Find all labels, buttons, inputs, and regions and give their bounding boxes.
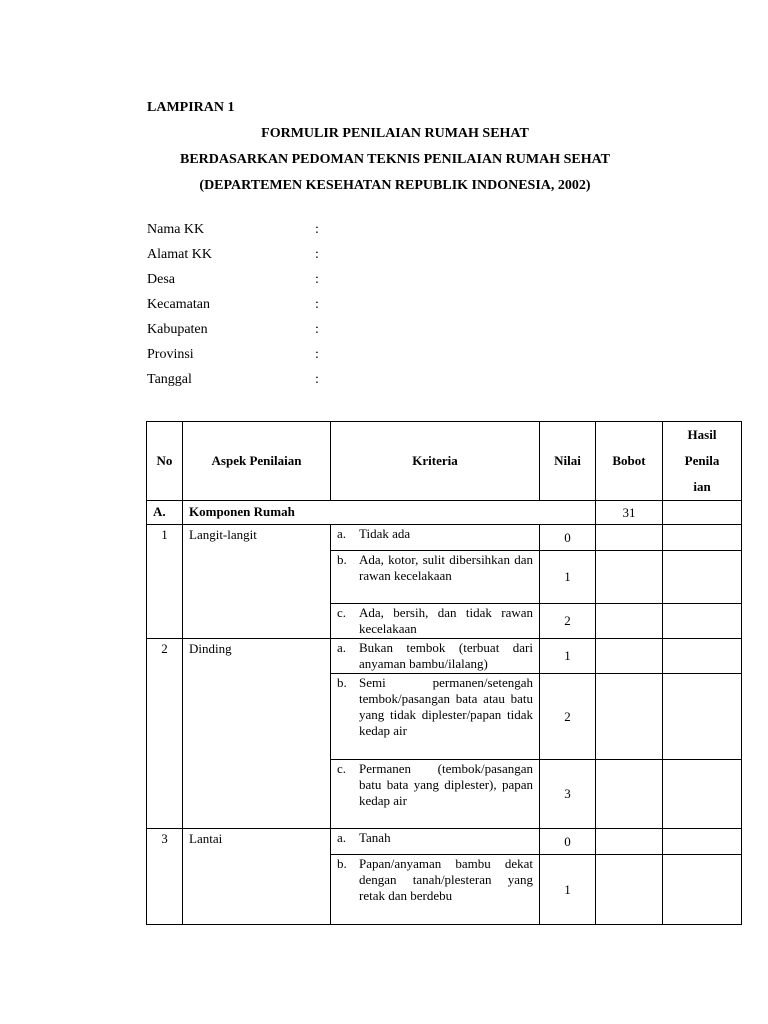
criteria-text: Bukan tembok (terbuat dari anyaman bambu/ilalang) — [359, 640, 533, 671]
hasil-cell — [663, 525, 742, 551]
bobot-cell — [596, 855, 663, 925]
item-no: 1 — [147, 525, 183, 639]
header-hasil-line-1: Hasil — [687, 427, 717, 442]
criteria-letter: b. — [337, 552, 347, 567]
header-hasil-line-2: Penila — [684, 453, 720, 468]
criteria-letter: a. — [337, 830, 347, 845]
criteria-letter: c. — [337, 761, 347, 776]
criteria-letter: b. — [337, 675, 347, 690]
nilai-cell: 0 — [540, 525, 596, 551]
bobot-cell — [596, 604, 663, 639]
field-colon: : — [315, 322, 319, 337]
table-row — [147, 829, 742, 855]
field-colon: : — [315, 347, 319, 362]
criteria-text: Ada, bersih, dan tidak rawan kecelakaan — [359, 605, 533, 636]
form-title-line-3: (DEPARTEMEN KESEHATAN REPUBLIK INDONESIA, 2002) — [199, 178, 591, 193]
field-kecamatan — [147, 297, 447, 317]
assessment-table — [146, 421, 742, 925]
field-label: Kabupaten — [147, 322, 208, 337]
nilai-cell: 1 — [540, 551, 596, 604]
nilai-cell: 1 — [540, 855, 596, 925]
section-bobot: 31 — [596, 501, 663, 525]
criteria-letter: c. — [337, 605, 347, 620]
field-label: Alamat KK — [147, 247, 212, 262]
nilai-cell: 2 — [540, 604, 596, 639]
criteria-text: Tidak ada — [359, 526, 411, 541]
section-hasil-cell — [663, 501, 742, 525]
field-label: Tanggal — [147, 372, 192, 387]
item-no: 3 — [147, 829, 183, 925]
criteria-letter: a. — [337, 526, 347, 541]
header-kriteria: Kriteria — [331, 422, 540, 501]
header-hasil-penilaian — [663, 422, 742, 501]
criteria-text: Tanah — [359, 830, 391, 845]
criteria-cell — [331, 639, 540, 674]
criteria-cell — [331, 525, 540, 551]
field-colon: : — [315, 297, 319, 312]
criteria-text: Semi permanen/setengah tembok/pasangan bata atau batu yang tidak diplester/papan tidak kedap air — [359, 675, 533, 738]
hasil-cell — [663, 829, 742, 855]
header-no: No — [147, 422, 183, 501]
field-colon: : — [315, 272, 319, 287]
bobot-cell — [596, 760, 663, 829]
section-code: A. — [147, 501, 183, 525]
hasil-cell — [663, 639, 742, 674]
bobot-cell — [596, 829, 663, 855]
item-aspek: Langit-langit — [183, 525, 331, 639]
criteria-text: Papan/anyaman bambu dekat dengan tanah/plesteran yang retak dan berdebu — [359, 856, 533, 903]
field-provinsi — [147, 347, 447, 367]
criteria-letter: a. — [337, 640, 347, 655]
field-colon: : — [315, 372, 319, 387]
field-kabupaten — [147, 322, 447, 342]
field-label: Nama KK — [147, 222, 205, 237]
criteria-cell — [331, 604, 540, 639]
table-row — [147, 639, 742, 674]
field-label: Kecamatan — [147, 297, 210, 312]
header-bobot: Bobot — [596, 422, 663, 501]
field-tanggal — [147, 372, 447, 392]
bobot-cell — [596, 551, 663, 604]
nilai-cell: 1 — [540, 639, 596, 674]
lampiran-label: LAMPIRAN 1 — [147, 100, 235, 115]
bobot-cell — [596, 525, 663, 551]
field-nama-kk — [147, 222, 447, 242]
criteria-text: Permanen (tembok/pasangan batu bata yang diplester), papan kedap air — [359, 761, 533, 808]
criteria-cell — [331, 829, 540, 855]
field-alamat-kk — [147, 247, 447, 267]
table-header-row — [147, 422, 742, 501]
form-title-line-2: BERDASARKAN PEDOMAN TEKNIS PENILAIAN RUMAH SEHAT — [179, 152, 611, 167]
section-name: Komponen Rumah — [183, 501, 596, 525]
criteria-cell — [331, 674, 540, 760]
field-label: Desa — [147, 272, 175, 287]
section-row — [147, 501, 742, 525]
item-aspek: Dinding — [183, 639, 331, 829]
criteria-letter: b. — [337, 856, 347, 871]
item-aspek: Lantai — [183, 829, 331, 925]
criteria-cell — [331, 855, 540, 925]
header-hasil-line-3: ian — [693, 479, 711, 494]
hasil-cell — [663, 551, 742, 604]
bobot-cell — [596, 639, 663, 674]
field-label: Provinsi — [147, 347, 194, 362]
header-aspek-penilaian: Aspek Penilaian — [183, 422, 331, 501]
field-desa — [147, 272, 447, 292]
nilai-cell: 3 — [540, 760, 596, 829]
field-colon: : — [315, 247, 319, 262]
hasil-cell — [663, 855, 742, 925]
criteria-cell — [331, 551, 540, 604]
hasil-cell — [663, 760, 742, 829]
form-title-line-1: FORMULIR PENILAIAN RUMAH SEHAT — [261, 126, 529, 141]
hasil-cell — [663, 674, 742, 760]
criteria-text: Ada, kotor, sulit dibersihkan dan rawan kecelakaan — [359, 552, 533, 583]
item-no: 2 — [147, 639, 183, 829]
header-nilai: Nilai — [540, 422, 596, 501]
field-colon: : — [315, 222, 319, 237]
nilai-cell: 2 — [540, 674, 596, 760]
criteria-cell — [331, 760, 540, 829]
hasil-cell — [663, 604, 742, 639]
bobot-cell — [596, 674, 663, 760]
table-row — [147, 525, 742, 551]
nilai-cell: 0 — [540, 829, 596, 855]
